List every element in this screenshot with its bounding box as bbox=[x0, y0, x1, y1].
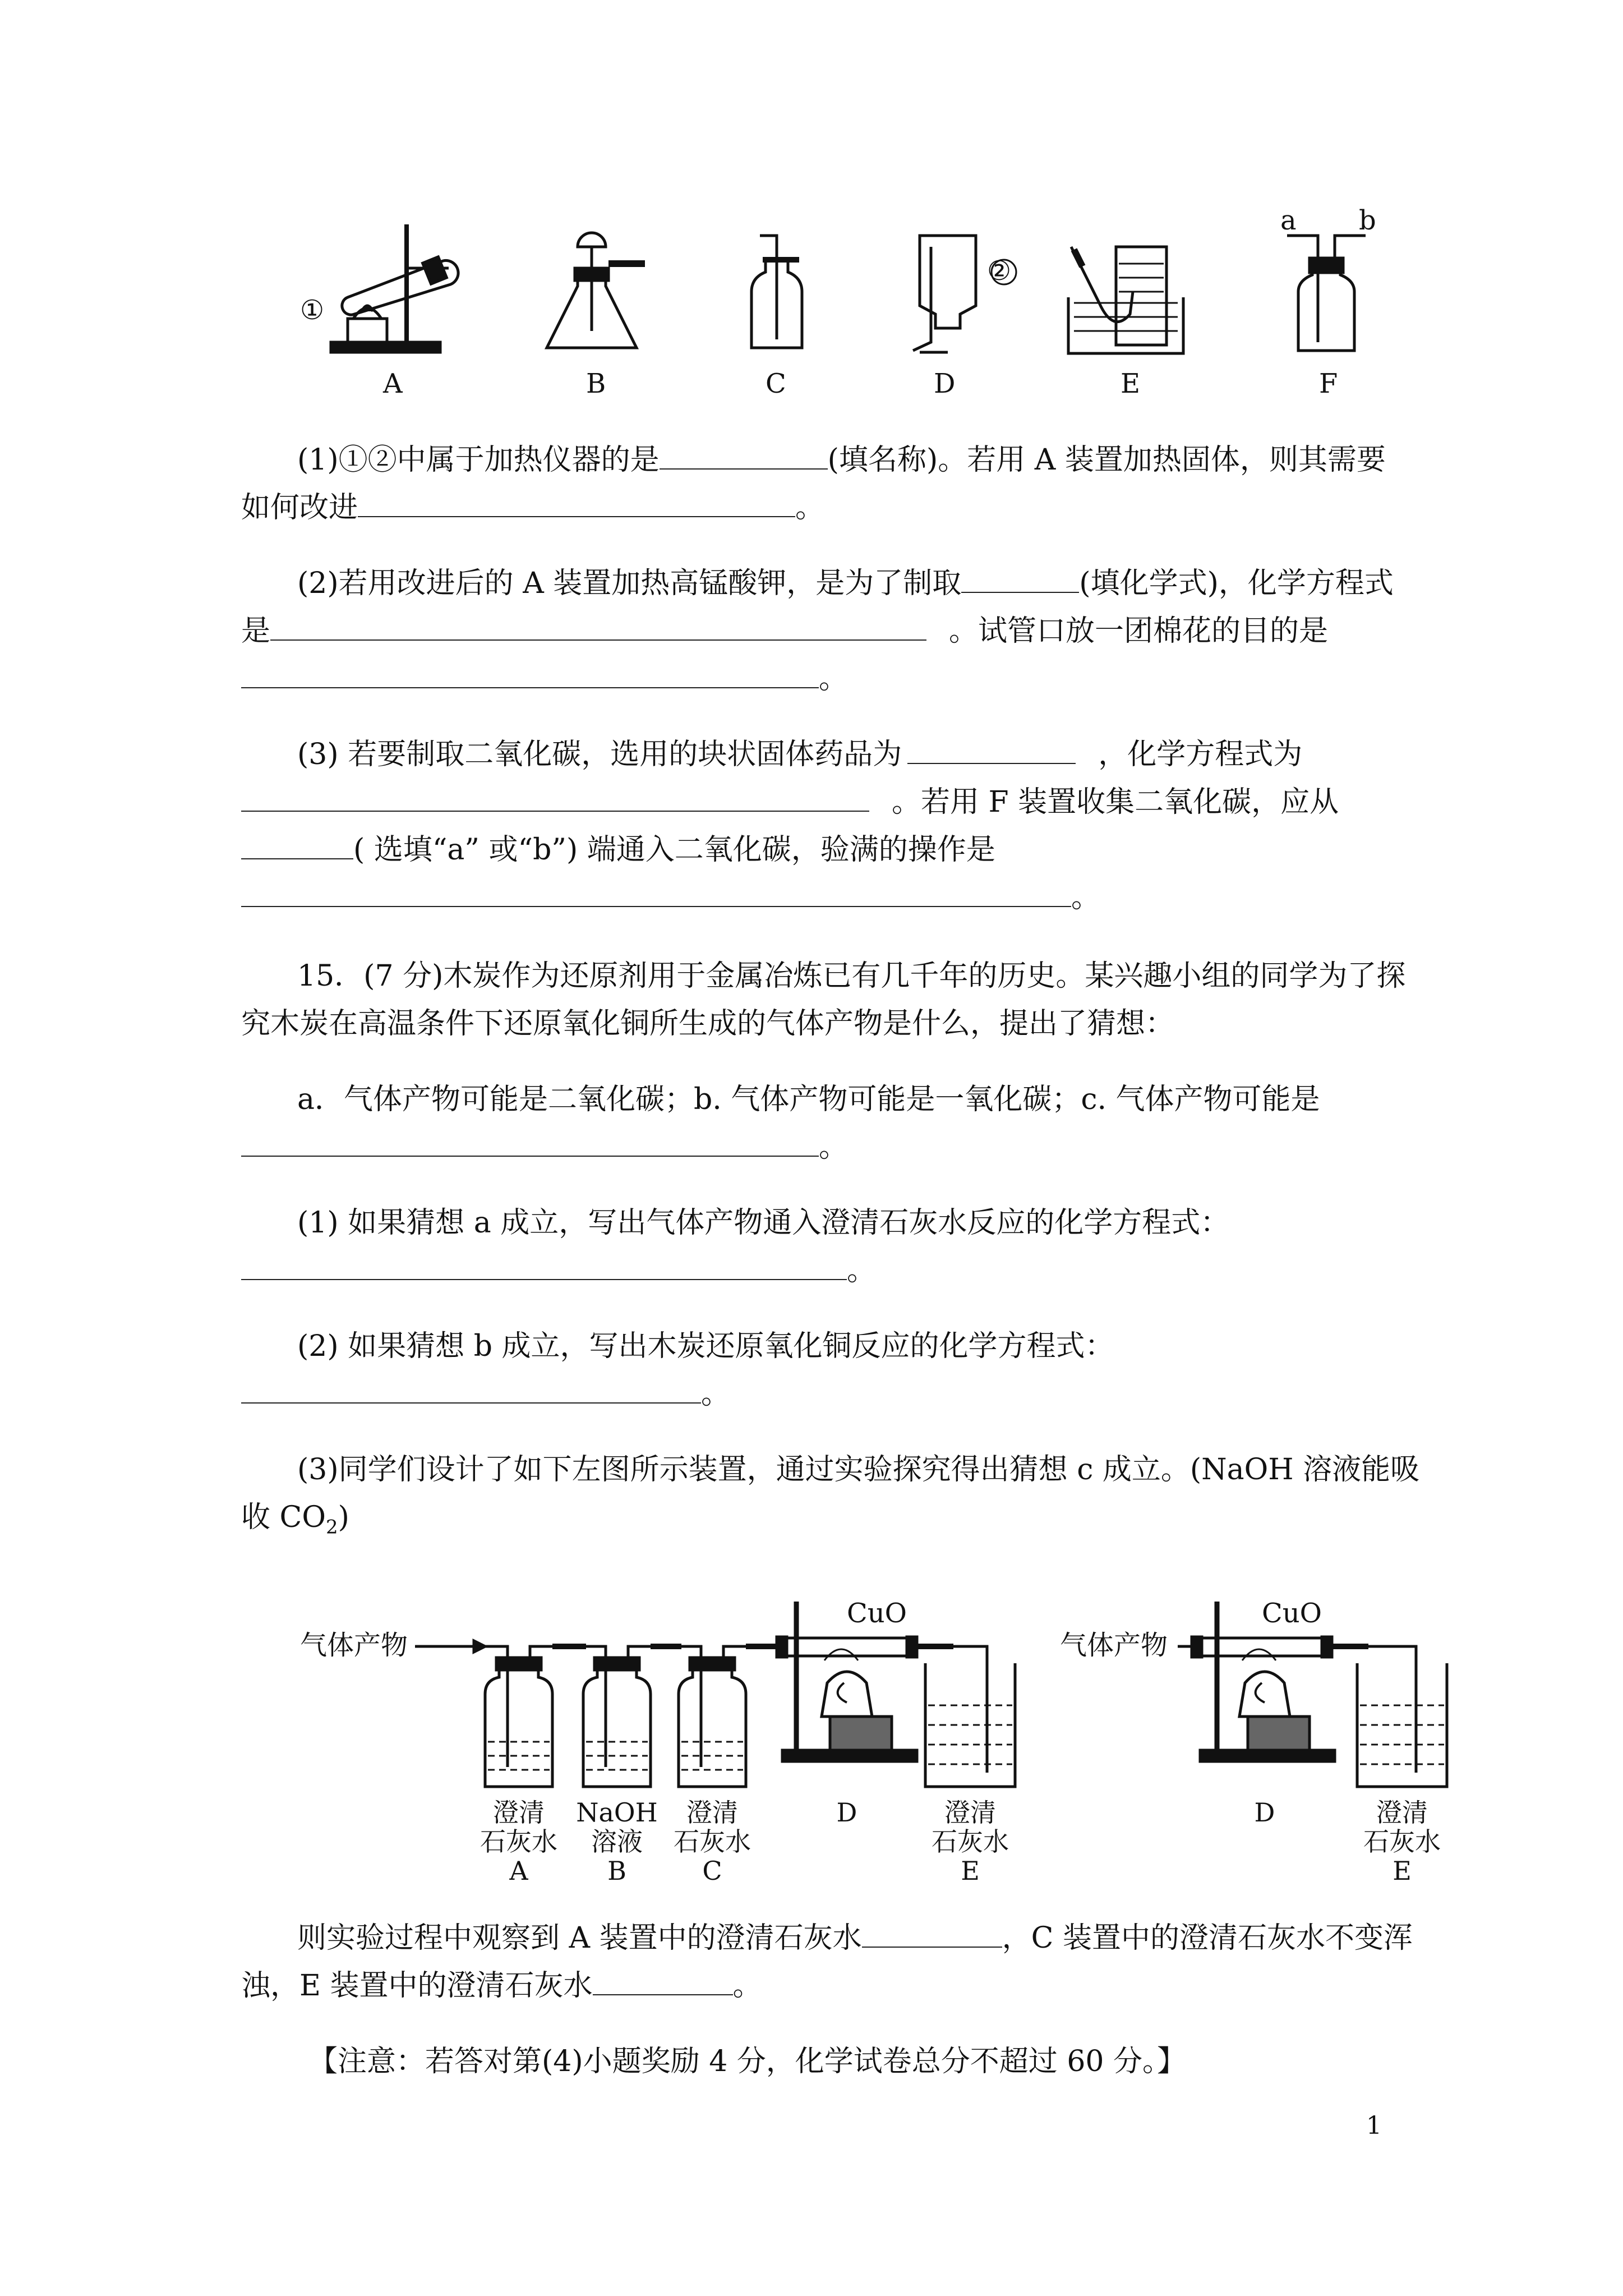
q15-guess-line: a．气体产物可能是二氧化碳；b. 气体产物可能是一氧化碳；c. 气体产物可能是 bbox=[297, 1083, 1320, 1116]
q15-s1-blank-line: 。 bbox=[241, 1254, 876, 1287]
q15-intro-line1: 15．(7 分)木炭作为还原剂用于金属冶炼已有几千年的历史。某兴趣小组的同学为了探 bbox=[297, 959, 1406, 993]
obs-line2: 浊，E 装置中的澄清石灰水 。 bbox=[241, 1969, 762, 2003]
cuo-label-right: CuO bbox=[1262, 1598, 1322, 1629]
caption-e-right: 澄清 石灰水 E bbox=[1363, 1797, 1441, 1886]
q3-line3: ( 选填“a” 或“b”) 端通入二氧化碳，验满的操作是 bbox=[241, 833, 995, 867]
q15-s1-line: (1) 如果猜想 a 成立，写出气体产物通入澄清石灰水反应的化学方程式： bbox=[297, 1206, 1230, 1240]
q3-line2: 。若用 F 装置收集二氧化碳，应从 bbox=[241, 785, 1339, 819]
gas-product-label-left: 气体产物 bbox=[300, 1630, 408, 1661]
gas-product-label-right: 气体产物 bbox=[1060, 1630, 1168, 1661]
bottle-c bbox=[679, 1646, 746, 1787]
caption-a: 澄清 石灰水 A bbox=[480, 1797, 557, 1886]
marker-one: ① bbox=[300, 295, 325, 326]
q15-s2-line: (2) 如果猜想 b 成立，写出木炭还原氧化铜反应的化学方程式： bbox=[297, 1329, 1114, 1363]
bottle-a bbox=[485, 1646, 552, 1787]
q15-s3-line1: (3)同学们设计了如下左图所示装置，通过实验探究得出猜想 c 成立。(NaOH 溶液能吸 bbox=[297, 1453, 1420, 1487]
q1-line1: (1)①②中属于加热仪器的是 (填名称)。若用 A 装置加热固体，则其需要 bbox=[297, 443, 1386, 477]
fig1-label-c: C bbox=[766, 368, 786, 399]
obs-blank-e[interactable] bbox=[593, 1970, 733, 1995]
fig1-label-a: A bbox=[383, 368, 403, 399]
marker-a: a bbox=[1280, 205, 1297, 236]
q3-line1: (3) 若要制取二氧化碳，选用的块状固体药品为 ，化学方程式为 bbox=[297, 738, 1303, 771]
q15-s3-line2: 收 $CO_2$) bbox=[241, 1501, 349, 1539]
caption-b: NaOH 溶液 B bbox=[576, 1797, 658, 1886]
obs-blank-a[interactable] bbox=[862, 1922, 1002, 1948]
caption-e-left: 澄清 石灰水 E bbox=[932, 1797, 1009, 1886]
q2-line3: 。 bbox=[241, 662, 848, 696]
fig1-label-b: B bbox=[586, 368, 606, 399]
fig1-label-d: D bbox=[934, 368, 956, 399]
beaker-e-right bbox=[1357, 1646, 1447, 1787]
bottle-b bbox=[583, 1646, 651, 1787]
caption-d-left: D bbox=[836, 1797, 857, 1828]
fig1-label-f: F bbox=[1319, 368, 1338, 399]
caption-c: 澄清 石灰水 C bbox=[674, 1797, 751, 1886]
q2-line2: 是 。试管口放一团棉花的目的是 bbox=[241, 614, 1329, 648]
bonus-note: 【注意：若答对第(4)小题奖励 4 分，化学试卷总分不超过 60 分。】 bbox=[308, 2045, 1187, 2078]
page-number: 1 bbox=[1366, 2111, 1382, 2140]
fig1-label-e: E bbox=[1121, 368, 1141, 399]
q1-line2: 如何改进 。 bbox=[241, 491, 825, 524]
beaker-e-left bbox=[925, 1646, 1015, 1787]
q15-guess-blank-line: 。 bbox=[241, 1130, 848, 1164]
marker-two: ② bbox=[987, 255, 1012, 287]
obs-line1: 则实验过程中观察到 A 装置中的澄清石灰水 ，C 装置中的澄清石灰水不变浑 bbox=[297, 1921, 1413, 1955]
cuo-label-left: CuO bbox=[847, 1598, 907, 1629]
q15-s2-blank-line: 。 bbox=[241, 1377, 730, 1411]
caption-d-right: D bbox=[1254, 1797, 1275, 1828]
q15-intro-line2: 究木炭在高温条件下还原氧化铜所生成的气体产物是什么，提出了猜想： bbox=[241, 1007, 1175, 1041]
q3-line4: 。 bbox=[241, 881, 1100, 914]
marker-b: b bbox=[1359, 205, 1376, 236]
q2-line1: (2)若用改进后的 A 装置加热高锰酸钾，是为了制取 (填化学式)，化学方程式 bbox=[297, 567, 1394, 600]
